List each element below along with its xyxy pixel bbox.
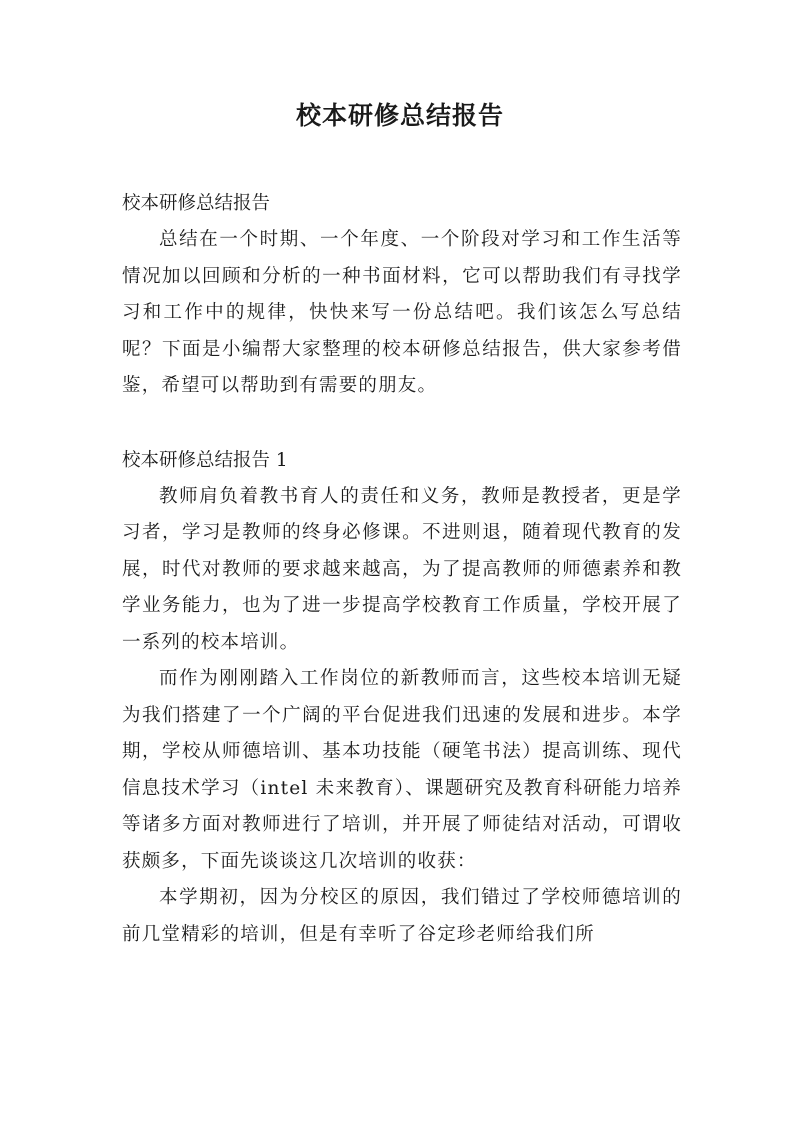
- section-1-paragraph: 本学期初，因为分校区的原因，我们错过了学校师德培训的前几堂精彩的培训，但是有幸听了谷定珍老师给我们所: [122, 887, 682, 945]
- section-1-heading: 校本研修总结报告 1: [122, 449, 288, 471]
- section-1-paragraph: 而作为刚刚踏入工作岗位的新教师而言，这些校本培训无疑为我们搭建了一个广阔的平台促进我们迅速的发展和进步。本学期，学校从师德培训、基本功技能（硬笔书法）提高训练、现代信息技术学习（intel 未来教育）、课题研究及教育科研能力培养等诸多方面对教师进行了培训，并开展了师徒结对活动，可谓收获颇多，下面先谈谈这几次培训的收获：: [122, 668, 682, 872]
- section-1-paragraph: 教师肩负着教书育人的责任和义务，教师是教授者，更是学习者，学习是教师的终身必修课。不进则退，随着现代教育的发展，时代对教师的要求越来越高，为了提高教师的师德素养和教学业务能力，也为了进一步提高学校教育工作质量，学校开展了一系列的校本培训。: [122, 485, 682, 653]
- document-body: [122, 186, 682, 953]
- intro-paragraph: 总结在一个时期、一个年度、一个阶段对学习和工作生活等情况加以回顾和分析的一种书面材料，它可以帮助我们有寻找学习和工作中的规律，快快来写一份总结吧。我们该怎么写总结呢？下面是小编帮大家整理的校本研修总结报告，供大家参考借鉴，希望可以帮助到有需要的朋友。: [122, 229, 682, 396]
- section-spacer: [122, 405, 682, 443]
- document-title: 校本研修总结报告: [295, 101, 504, 130]
- intro-heading: 校本研修总结报告: [122, 193, 271, 214]
